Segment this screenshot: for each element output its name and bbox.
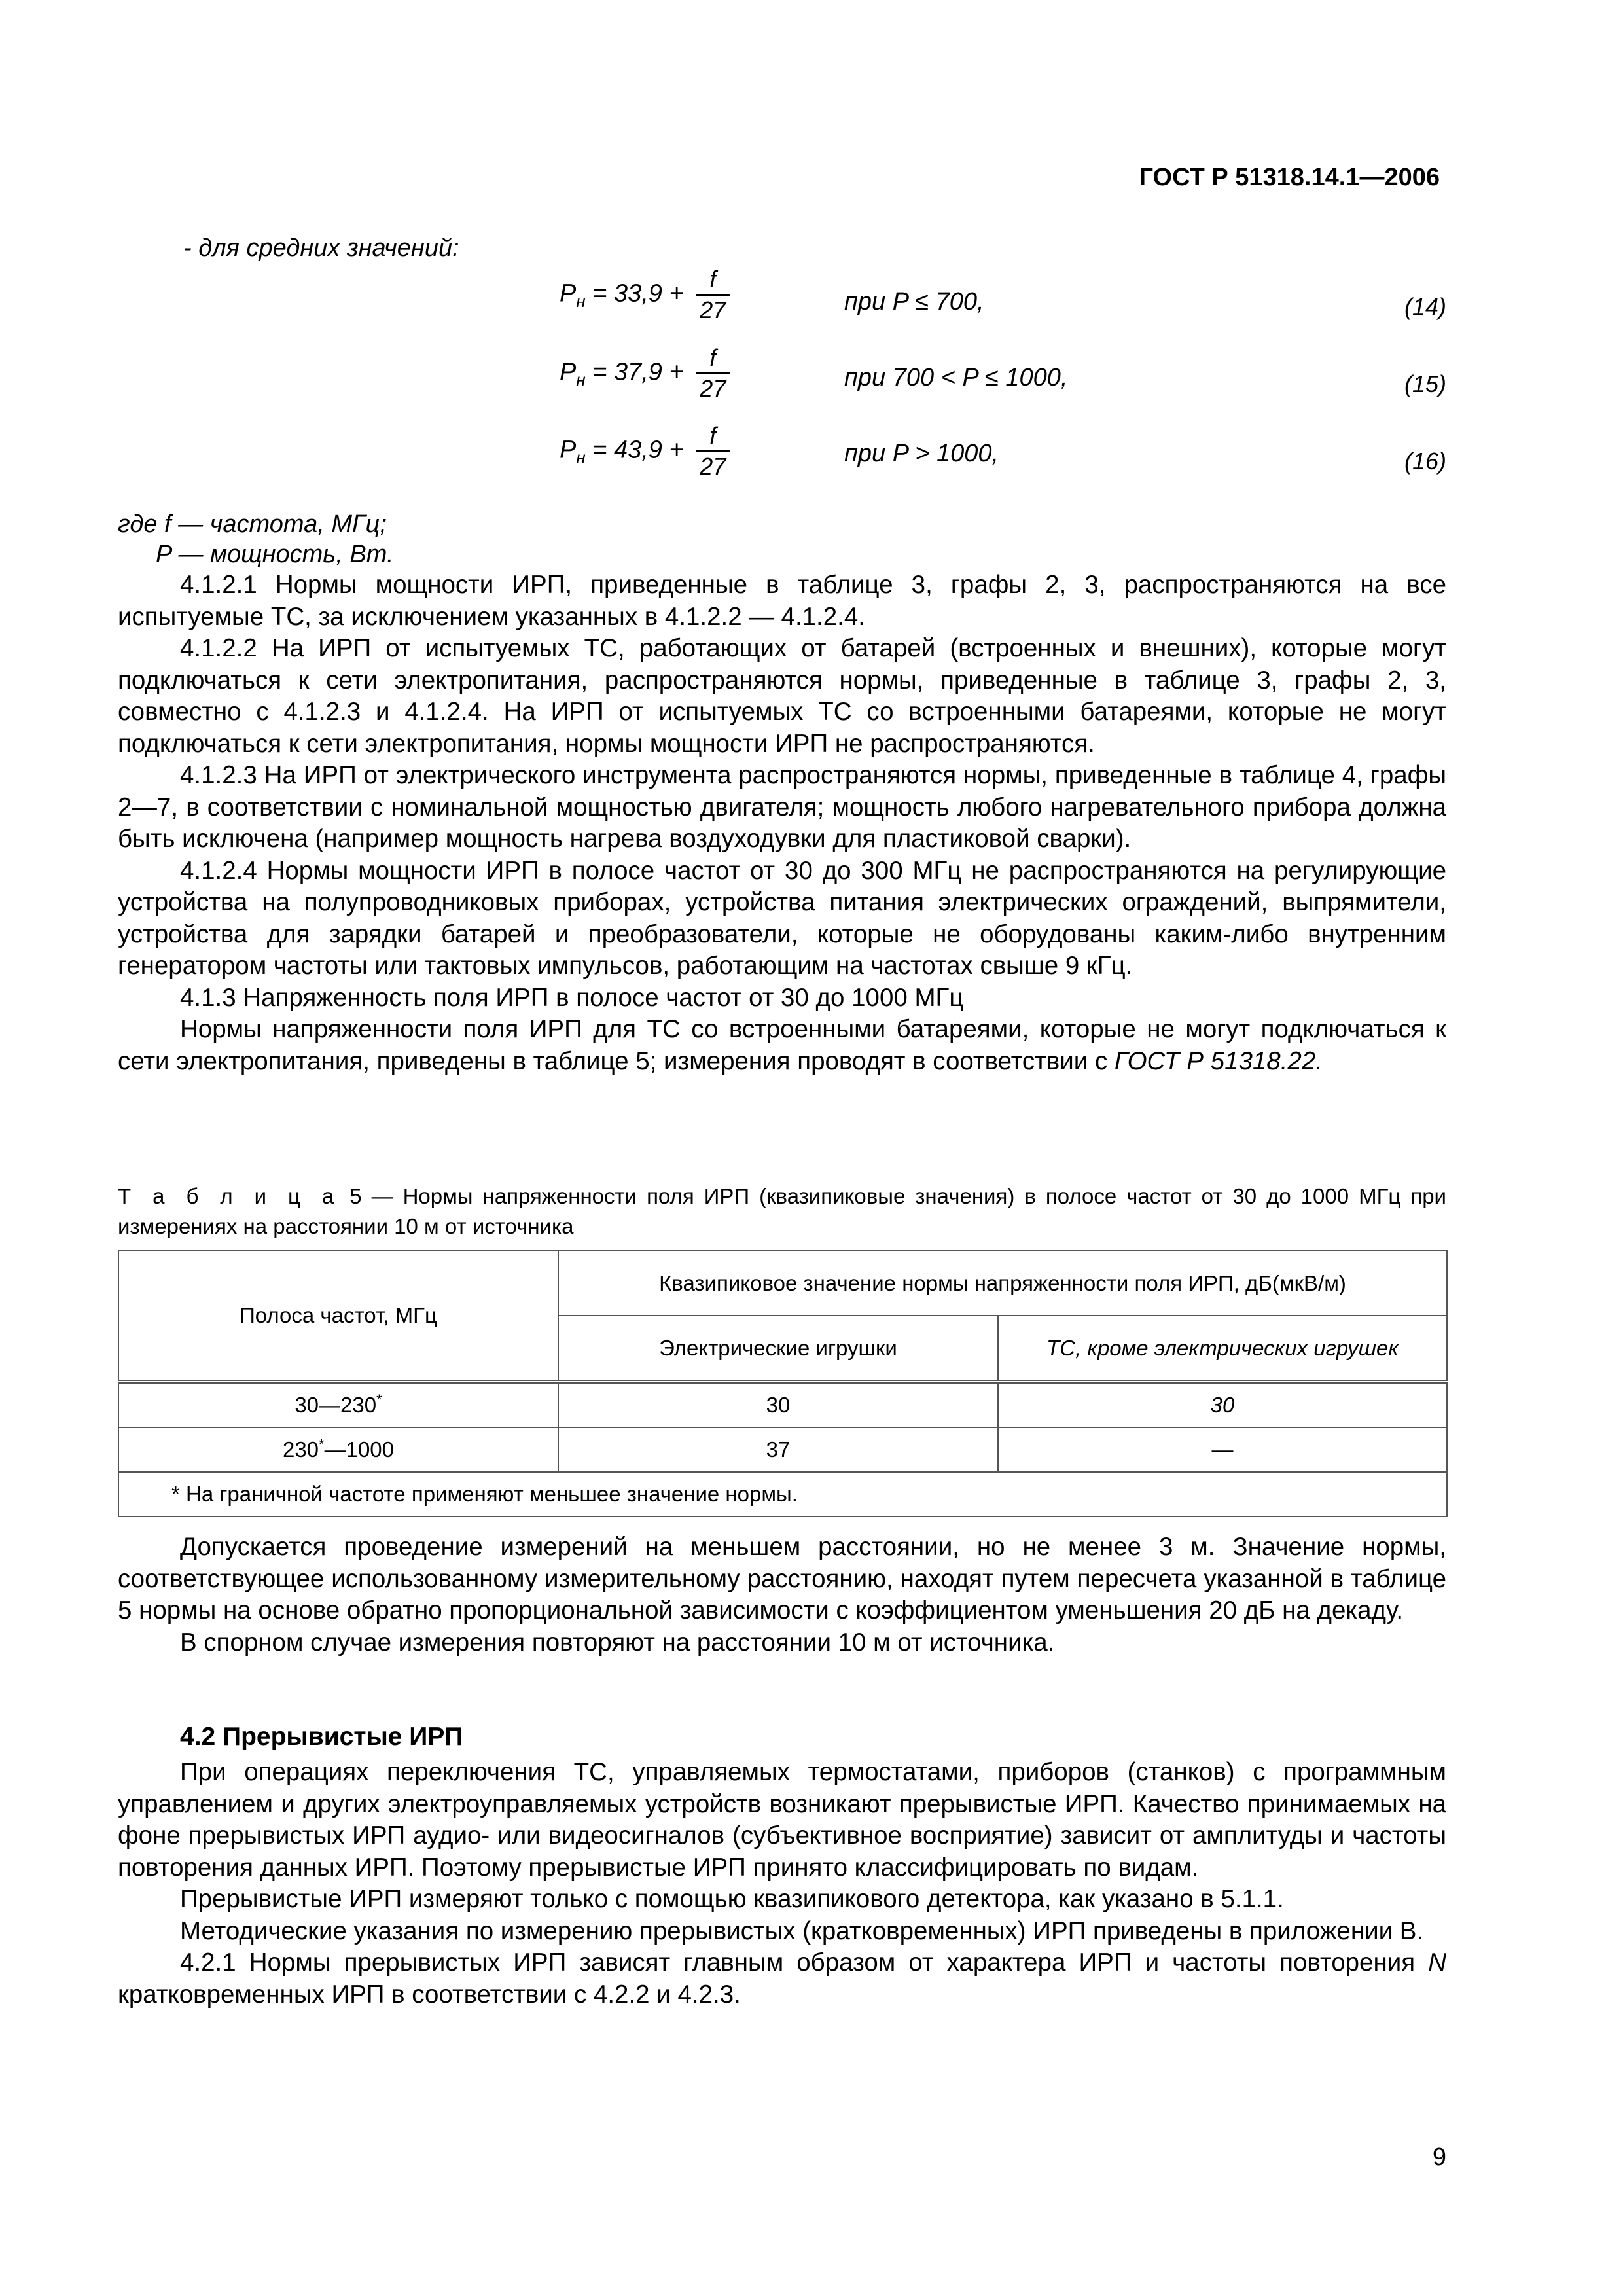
after-table-paragraphs	[118, 1532, 1446, 1659]
table-footnote: * На граничной частоте применяют меньшее значение нормы.	[118, 1472, 1447, 1516]
page-number: 9	[1432, 2144, 1446, 2171]
paragraph-4-1-2-2: 4.1.2.2 На ИРП от испытуемых ТС, работающих от батарей (встроенных и внешних), которые могут подключаться к сети электропитания, распространяются нормы, приведенные в таблице 3, графы 2, 3, совместно с 4.1.2.3 и 4.1.2.4. На ИРП от испытуемых ТС со встроенными батареями, которые не могут подключаться к сети электропитания, нормы мощности ИРП не распространяются.	[118, 634, 1446, 758]
paragraph-reduced-distance: Допускается проведение измерений на меньшем расстоянии, но не менее 3 м. Значение нормы, соответствующее использованному измерительному расстоянию, находят путем пересчета указанной в таблице 5 нормы на основе обратно пропорциональной зависимости с коэффициентом уменьшения 20 дБ на декаду.	[118, 1533, 1446, 1624]
table-caption-text: 5 — Нормы напряженности поля ИРП (квазипиковые значения) в полосе частот от 30 до 1000 МГц при измерениях на расстоянии 10 м от источника	[118, 1184, 1446, 1238]
fraction-denominator: 27	[696, 372, 730, 403]
main-paragraphs	[118, 569, 1446, 1077]
formula-lhs-subscript: н	[576, 291, 586, 312]
paragraph-4-1-3-text: Нормы напряженности поля ИРП для ТС со встроенными батареями, которые не могут подключаться к сети электропитания, приведены в таблице 5; измерения проводят в соответствии с	[118, 1015, 1446, 1075]
where-power: P — мощность, Вт.	[156, 541, 394, 568]
table-row	[118, 1382, 1447, 1427]
formula-fraction	[696, 422, 730, 481]
formula-15-number: (15)	[1404, 370, 1446, 397]
cell-frequency-band: 230*—1000	[118, 1427, 558, 1472]
formula-lhs: P	[560, 436, 577, 464]
formula-16	[560, 422, 730, 481]
formula-rhs-constant: = 37,9 +	[585, 358, 691, 386]
formula-lhs: P	[560, 358, 577, 386]
fraction-numerator: f	[709, 266, 717, 293]
paragraph-4-1-3-body	[118, 1014, 1446, 1077]
formula-16-number: (16)	[1404, 448, 1446, 475]
formula-lhs-subscript: н	[576, 448, 586, 468]
standard-reference: ГОСТ Р 51318.22.	[1114, 1047, 1323, 1075]
formula-lhs-subscript: н	[576, 370, 586, 390]
fraction-numerator: f	[709, 344, 717, 371]
formula-fraction	[696, 265, 730, 325]
column-header-quasi-peak-group: Квазипиковое значение нормы напряженности поля ИРП, дБ(мкВ/м)	[558, 1251, 1447, 1316]
formula-rhs-constant: = 33,9 +	[585, 279, 691, 308]
where-frequency: где f — частота, МГц;	[118, 511, 387, 538]
paragraph-disputed-case: В спорном случае измерения повторяют на расстоянии 10 м от источника.	[180, 1628, 1055, 1657]
column-header-other-equipment: ТС, кроме электрических игрушек	[998, 1316, 1447, 1382]
cell-electric-toys: 30	[558, 1382, 998, 1427]
formula-15	[560, 344, 730, 403]
fraction-denominator: 27	[696, 450, 730, 481]
formula-14	[560, 265, 730, 325]
fraction-denominator: 27	[696, 294, 730, 325]
section-4-2-heading: 4.2 Прерывистые ИРП	[180, 1723, 463, 1751]
document-code-header: ГОСТ Р 51318.14.1—2006	[1139, 164, 1440, 191]
table-footnote-row	[118, 1472, 1447, 1516]
section-4-2-body	[118, 1757, 1446, 2011]
table-caption-prefix: Т а б л и ц а	[118, 1184, 340, 1208]
paragraph-quasi-peak-measurement: Прерывистые ИРП измеряют только с помощью квазипикового детектора, как указано в 5.1.1.	[180, 1885, 1284, 1913]
paragraph-4-1-3-heading: 4.1.3 Напряженность поля ИРП в полосе частот от 30 до 1000 МГц	[180, 983, 964, 1012]
formula-rhs-constant: = 43,9 +	[585, 436, 691, 464]
paragraph-intermittent-intro: При операциях переключения ТС, управляемых термостатами, приборов (станков) с программным управлением и других электроуправляемых устройств возникают прерывистые ИРП. Качество принимаемых на фоне прерывистых ИРП аудио- или видеосигналов (субъективное восприятие) зависит от амплитуды и частоты повторения данных ИРП. Поэтому прерывистые ИРП принято классифицировать по видам.	[118, 1758, 1446, 1882]
paragraph-4-1-2-1: 4.1.2.1 Нормы мощности ИРП, приведенные в таблице 3, графы 2, 3, распространяются на все испытуемые ТС, за исключением указанных в 4.1.2.2 — 4.1.2.4.	[118, 571, 1446, 631]
paragraph-4-1-2-3: 4.1.2.3 На ИРП от электрического инструмента распространяются нормы, приведенные в таблице 4, графы 2—7, в соответствии с номинальной мощностью двигателя; мощность любого нагревательного прибора должна быть исключена (например мощность нагрева воздуходувки для пластиковой сварки).	[118, 761, 1446, 853]
formula-15-condition: при 700 < P ≤ 1000,	[844, 364, 1068, 391]
table-row	[118, 1427, 1447, 1472]
formula-lhs: P	[560, 279, 577, 308]
paragraph-methodical-guidance: Методические указания по измерению прерывистых (кратковременных) ИРП приведены в приложении В.	[180, 1916, 1424, 1945]
paragraph-4-2-1: 4.2.1 Нормы прерывистых ИРП зависят главным образом от характера ИРП и частоты повторения N кратковременных ИРП в соответствии с 4.2.2 и 4.2.3.	[118, 1948, 1446, 2009]
cell-frequency-band: 30—230*	[118, 1382, 558, 1427]
column-header-electric-toys: Электрические игрушки	[558, 1316, 998, 1382]
formula-14-condition: при P ≤ 700,	[844, 288, 984, 315]
formula-fraction	[696, 344, 730, 403]
mean-values-label: - для средних значений:	[183, 234, 459, 262]
formula-16-condition: при P > 1000,	[844, 440, 999, 467]
variable-n: N	[1428, 1948, 1446, 1977]
column-header-frequency-band: Полоса частот, МГц	[118, 1251, 558, 1382]
cell-other-equipment: 30	[998, 1382, 1447, 1427]
formula-14-number: (14)	[1404, 293, 1446, 320]
cell-electric-toys: 37	[558, 1427, 998, 1472]
table-5-caption	[118, 1181, 1446, 1242]
cell-other-equipment: —	[998, 1427, 1447, 1472]
paragraph-4-1-2-4: 4.1.2.4 Нормы мощности ИРП в полосе частот от 30 до 300 МГц не распространяются на регулирующие устройства на полупроводниковых приборах, устройства питания электрических ограждений, выпрямители, устройства для зарядки батарей и преобразователи, которые не оборудованы каким-либо внутренним генератором частоты или тактовых импульсов, работающим на частотах свыше 9 кГц.	[118, 856, 1446, 980]
fraction-numerator: f	[709, 422, 717, 449]
table-5	[118, 1250, 1448, 1517]
